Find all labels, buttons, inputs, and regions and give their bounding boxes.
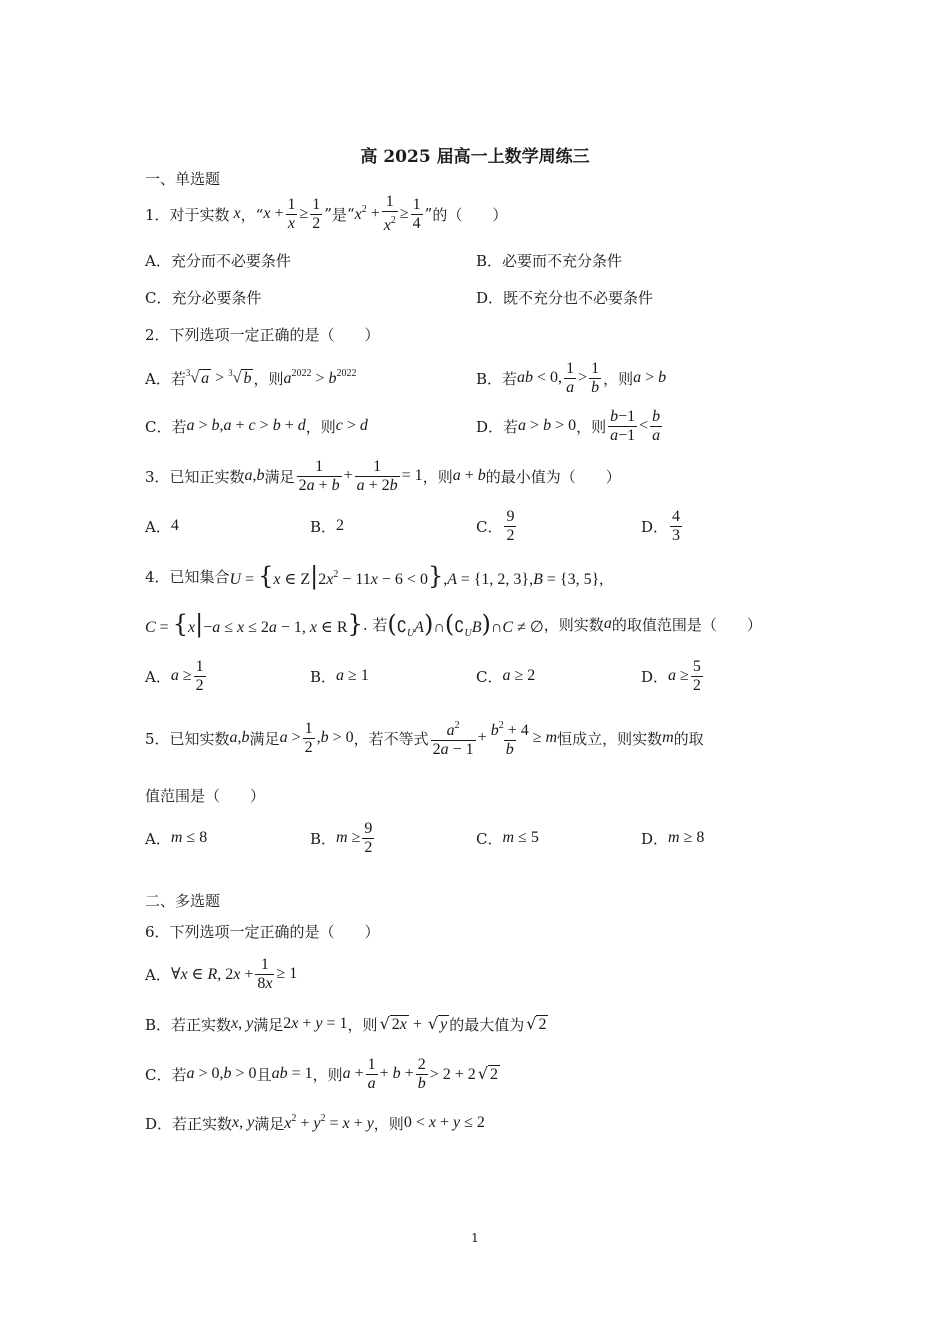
math: a > b xyxy=(633,369,667,386)
q1-end: 的（ ） xyxy=(432,205,508,224)
math: a,b xyxy=(244,467,265,484)
fraction: $\frac{1}{2}$ xyxy=(304,719,313,756)
question-6: 6．下列选项一定正确的是（ ） xyxy=(145,923,380,941)
page-title: 高 2025 届高一上数学周练三 xyxy=(360,147,590,167)
math: a + xyxy=(342,1065,364,1082)
q3-option-d: D． $\frac{4}{3}$ xyxy=(641,507,681,544)
q3-option-a: A． 4 xyxy=(145,517,179,536)
math: a,b xyxy=(229,729,250,746)
fraction: $\frac{b}{a}$ xyxy=(652,407,661,444)
q4-option-c: C． a ≥ 2 xyxy=(476,667,536,686)
fraction: $\frac{b^2 + 4}{b}$ xyxy=(490,720,529,758)
math: √ 2x + √ y xyxy=(379,1014,448,1033)
math: $(∁_UA)\cap(∁_UB)\cap C$ ≠ ∅ xyxy=(387,609,544,639)
math: a xyxy=(603,615,612,632)
q1-option-a: A．充分而不必要条件 xyxy=(145,252,291,270)
q1-mid: 是 xyxy=(331,205,347,224)
question-2: 2．下列选项一定正确的是（ ） xyxy=(145,326,380,344)
math: c > d xyxy=(335,417,368,434)
math: ab = 1 xyxy=(271,1065,313,1082)
math: ab < 0, xyxy=(517,369,563,386)
math: x xyxy=(229,205,241,222)
question-5-line-1: 5．已知实数 a,b 满足 a > $\frac{1}{2}$ ,b > 0 ，若不等式 $\frac{a^2}{2a - 1}$ + $\frac{b^2 + 4}{b}$ ≥ m 恒成立，则实数 m 的取 xyxy=(145,718,704,758)
q6-option-d: D．若正实数 x, y 满足 $x^2 + y^2 = x + y$ ，则 0 < x + y ≤ 2 xyxy=(145,1113,485,1133)
fraction: $\frac{1}{4}$ xyxy=(412,195,421,232)
math: x, y xyxy=(232,1114,255,1131)
q1-option-d: D．既不充分也不必要条件 xyxy=(476,289,654,307)
q2-option-b: B．若 ab < 0, $\frac{1}{a}$ > $\frac{1}{b}$ ，则 a > b xyxy=(476,359,667,396)
q4-option-b: B． a ≥ 1 xyxy=(310,667,369,686)
q6-option-a: A． ∀x ∈ R, 2x + $\frac{1}{8x}$ ≥ 1 xyxy=(145,955,298,992)
fraction: $\frac{4}{3}$ xyxy=(672,507,681,544)
q3-option-c: C． $\frac{9}{2}$ xyxy=(476,507,515,544)
math: √ 2 xyxy=(526,1014,547,1033)
math: $a^{2022} > b^{2022}$ xyxy=(283,368,357,387)
math: x xyxy=(263,205,271,222)
fraction: $\frac{1}{2a + b}$ xyxy=(298,457,340,494)
fraction: $\frac{5}{2}$ xyxy=(692,657,701,694)
q6-option-b: B．若正实数 x, y 满足 2x + y = 1 ，则 √ 2x + √ y 的最大值为 √ 2 xyxy=(145,1014,547,1034)
q4-option-a: A． a ≥ $\frac{1}{2}$ xyxy=(145,657,204,694)
math: a > 0,b > 0 xyxy=(186,1065,257,1082)
math: $x^2$ xyxy=(354,204,367,223)
math: U = {x ∈ $Z|2x^2 - 11x - 6 < 0\},A = \{1$, 2, 3},B = {3, 5}, xyxy=(229,562,604,590)
math: a > b > 0 xyxy=(518,417,577,434)
fraction: $\frac{1}{2}$ xyxy=(312,195,321,232)
q5-option-d: D． m ≥ 8 xyxy=(641,829,705,848)
quote: ” xyxy=(324,205,332,223)
math: 0 < x + y ≤ 2 xyxy=(403,1114,485,1131)
math: $^3$√ a > $^3$√ b xyxy=(185,368,252,387)
fraction: $\frac{1}{a + 2b}$ xyxy=(356,457,398,494)
section-single-choice: 一、单选题 xyxy=(145,170,221,188)
q5-option-a: A． m ≤ 8 xyxy=(145,829,208,848)
q1-option-b: B．必要而不充分条件 xyxy=(476,252,623,270)
fraction: $\frac{1}{a}$ xyxy=(566,359,575,396)
math: 2x + y = 1 xyxy=(283,1015,348,1032)
q3-option-b: B． 2 xyxy=(310,517,345,536)
fraction: $\frac{9}{2}$ xyxy=(364,819,373,856)
q1-option-c: C．充分必要条件 xyxy=(145,289,262,307)
q4-option-d: D． a ≥ $\frac{5}{2}$ xyxy=(641,657,701,694)
q2-option-d: D．若 a > b > 0 ，则 $\frac{b-1}{a-1}$ < $\frac{b}{a}$ xyxy=(476,407,661,444)
fraction: $\frac{a^2}{2a - 1}$ xyxy=(432,720,474,758)
fraction: $\frac{1}{8x}$ xyxy=(257,955,273,992)
q6-option-c: C．若 a > 0,b > 0 且 ab = 1 ，则 a + $\frac{1}{a}$ + b + $\frac{2}{b}$ > 2 + 2 √ 2 xyxy=(145,1055,498,1092)
question-1: 1．对于实数 x ，“ x + $\frac{1}{x}$ ≥ $\frac{1}{2}$ ” 是 “ $x^2$ + $\frac{1}{x^2}$ ≥ $\frac{1}{4}$ ” 的（ ） xyxy=(145,193,508,234)
math: a > b,a + c > b + d xyxy=(186,417,306,434)
math: $x^2 + y^2 = x + y$ xyxy=(284,1113,374,1132)
fraction: $\frac{1}{2}$ xyxy=(195,657,204,694)
math: ∀x ∈ R, 2x + xyxy=(170,966,254,983)
fraction: $\frac{1}{x^2}$ xyxy=(383,193,396,234)
question-5-line-2: 值范围是（ ） xyxy=(145,787,266,805)
math: a > xyxy=(279,729,301,746)
fraction: $\frac{b-1}{a-1}$ xyxy=(610,407,636,444)
math: m xyxy=(662,729,674,746)
section-multiple-choice: 二、多选题 xyxy=(145,892,221,910)
math: C = {x|−a ≤ x ≤ 2a − 1, x ∈ R} xyxy=(145,610,363,638)
q5-option-b: B． m ≥ $\frac{9}{2}$ xyxy=(310,819,373,856)
question-3: 3．已知正实数 a,b 满足 $\frac{1}{2a + b}$ + $\frac{1}{a + 2b}$ = 1 ，则 a + b 的最小值为（ ） xyxy=(145,457,621,494)
q5-option-c: C． m ≤ 5 xyxy=(476,829,539,848)
fraction: $\frac{1}{b}$ xyxy=(591,359,600,396)
math: a + b xyxy=(452,467,486,484)
q2-option-a: A．若 $^3$√ a > $^3$√ b ，则 $a^{2022} > b^{2022}$ xyxy=(145,368,357,388)
math: ，“ xyxy=(240,205,264,224)
question-4-line-2: C = {x|−a ≤ x ≤ 2a − 1, x ∈ R} . 若 $(∁_UA)\cap(∁_UB)\cap C$ ≠ ∅ ，则实数 a 的取值范围是（ ） xyxy=(145,609,762,639)
page-number: 1 xyxy=(471,1231,479,1245)
math: x, y xyxy=(231,1015,254,1032)
fraction: $\frac{1}{x}$ xyxy=(287,195,296,232)
q2-option-c: C．若 a > b,a + c > b + d ，则 c > d xyxy=(145,417,368,436)
fraction: $\frac{2}{b}$ xyxy=(417,1055,426,1092)
fraction: $\frac{1}{a}$ xyxy=(367,1055,376,1092)
q1-prefix: 1．对于实数 xyxy=(145,205,230,224)
fraction: $\frac{9}{2}$ xyxy=(506,507,515,544)
math: ,b > 0 xyxy=(316,729,354,746)
question-4-line-1: 4．已知集合 U = {x ∈ $Z|2x^2 - 11x - 6 < 0\},A = \{1$, 2, 3},B = {3, 5}, xyxy=(145,562,604,590)
